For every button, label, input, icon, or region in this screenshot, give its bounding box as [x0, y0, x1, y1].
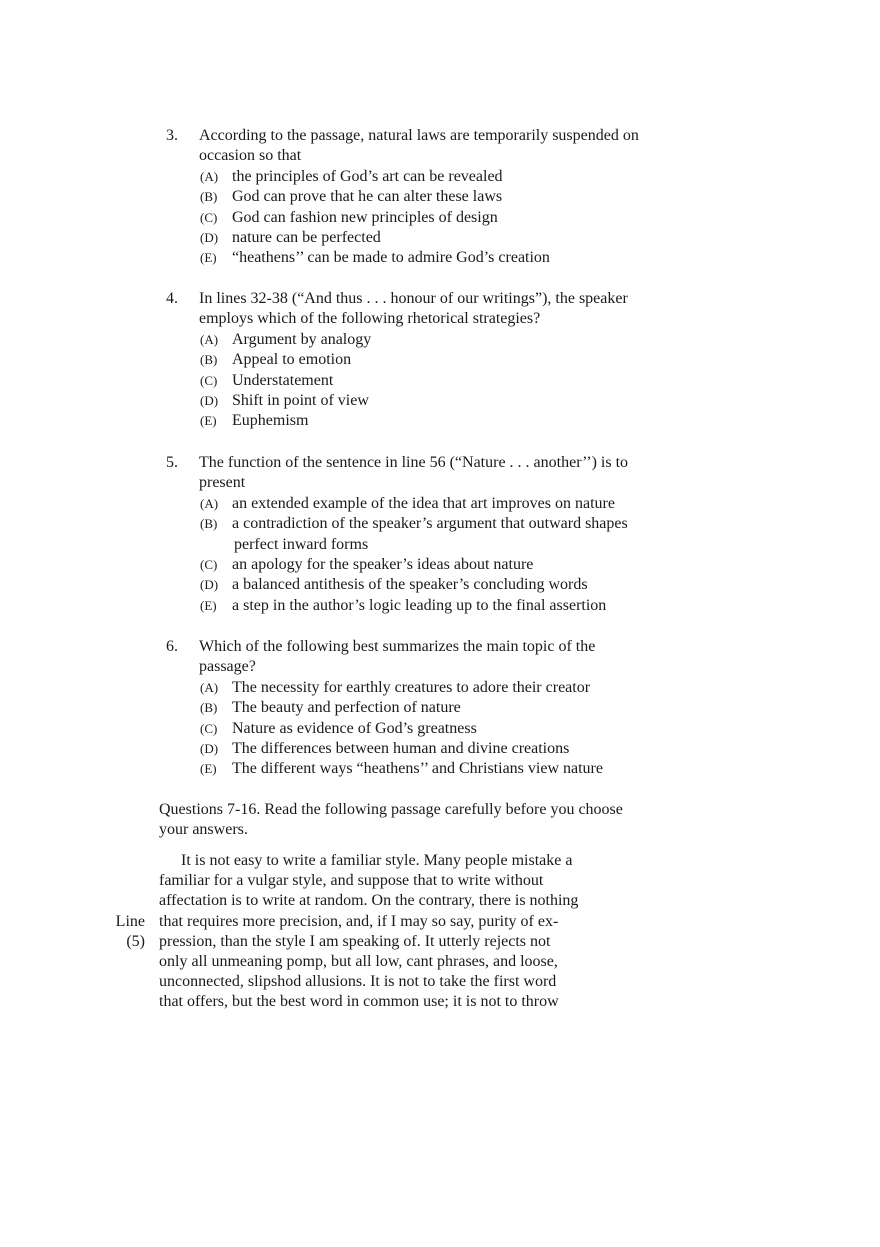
choice-text: Shift in point of view — [232, 391, 369, 409]
choice-text: “heathens’’ can be made to admire God’s creation — [232, 249, 550, 267]
choice-text: an apology for the speaker’s ideas about nature — [232, 555, 534, 573]
answer-choice-e — [166, 596, 686, 616]
passage-line-with-label — [115, 912, 659, 932]
passage-line: familiar for a vulgar style, and suppose that to write without — [159, 872, 544, 890]
reading-passage — [115, 851, 659, 1013]
choice-letter: (E) — [200, 250, 217, 266]
question-stem: In lines 32-38 (“And thus . . . honour of our writings”), the speaker — [199, 290, 628, 307]
choice-text: The necessity for earthly creatures to adore their creator — [232, 678, 591, 696]
choice-letter: (C) — [200, 720, 218, 736]
choice-text: God can fashion new principles of design — [232, 208, 498, 226]
instructions-line: Questions 7-16. Read the following passage carefully before you choose — [159, 801, 623, 818]
answer-choice-c — [166, 208, 686, 228]
passage-instructions — [159, 800, 699, 841]
passage-line-with-number — [126, 932, 659, 952]
answer-choice-b — [166, 350, 686, 370]
choice-text: The differences between human and divine creations — [232, 739, 570, 757]
question-stem-line — [166, 289, 686, 309]
question-stem-line — [166, 126, 686, 146]
question-stem: Which of the following best summarizes the main topic of the — [199, 638, 596, 655]
question-stem-line — [166, 146, 686, 166]
question-stem: employs which of the following rhetorical strategies? — [199, 310, 541, 328]
choice-text: Nature as evidence of God’s greatness — [232, 719, 477, 737]
question-6 — [166, 637, 686, 780]
passage-line: pression, than the style I am speaking of. It utterly rejects not — [159, 932, 551, 950]
line-label: Line — [115, 912, 145, 930]
question-3 — [166, 126, 686, 269]
answer-choice-e — [166, 248, 686, 268]
instructions-line: your answers. — [159, 821, 248, 839]
question-stem-line — [166, 657, 686, 677]
choice-letter: (B) — [200, 516, 218, 532]
choice-letter: (E) — [200, 761, 217, 777]
question-stem-line — [166, 309, 686, 329]
choice-letter: (A) — [200, 331, 219, 347]
answer-choice-d — [166, 391, 686, 411]
choice-letter: (C) — [200, 209, 218, 225]
question-stem-line — [166, 637, 686, 657]
choice-letter: (E) — [200, 597, 217, 613]
choice-text: perfect inward forms — [234, 535, 369, 553]
choice-letter: (E) — [200, 413, 217, 429]
choice-text: a balanced antithesis of the speaker’s concluding words — [232, 576, 588, 594]
choice-letter: (C) — [200, 556, 218, 572]
choice-text: The beauty and perfection of nature — [232, 699, 461, 717]
answer-choice-e — [166, 759, 686, 779]
question-5 — [166, 453, 686, 616]
passage-line: unconnected, slipshod allusions. It is not to take the first word — [159, 973, 557, 991]
choice-letter: (A) — [200, 168, 219, 184]
choice-text: Appeal to emotion — [232, 351, 352, 369]
answer-choice-a — [166, 678, 686, 698]
question-stem: occasion so that — [199, 147, 302, 165]
passage-line: It is not easy to write a familiar style. Many people mistake a — [181, 852, 573, 869]
question-stem: The function of the sentence in line 56 (“Nature . . . another’’) is to — [199, 454, 629, 471]
question-number: 6. — [166, 638, 178, 655]
passage-line: that requires more precision, and, if I may so say, purity of ex- — [159, 912, 559, 930]
answer-choice-c — [166, 555, 686, 575]
choice-letter: (A) — [200, 679, 219, 695]
question-number: 3. — [166, 127, 178, 144]
choice-letter: (D) — [200, 392, 219, 408]
choice-text: an extended example of the idea that art improves on nature — [232, 494, 615, 512]
choice-letter: (B) — [200, 352, 218, 368]
question-stem-line — [166, 473, 686, 493]
passage-line: only all unmeaning pomp, but all low, cant phrases, and loose, — [159, 952, 558, 970]
question-stem: According to the passage, natural laws are temporarily suspended on — [199, 127, 639, 144]
question-stem: present — [199, 474, 246, 492]
answer-choice-c — [166, 371, 686, 391]
question-4 — [166, 289, 686, 432]
choice-letter: (C) — [200, 372, 218, 388]
choice-letter: (B) — [200, 700, 218, 716]
answer-choice-e — [166, 411, 686, 431]
choice-text: The different ways “heathens’’ and Christians view nature — [232, 760, 603, 778]
passage-line: affectation is to write at random. On the contrary, there is nothing — [159, 892, 579, 910]
answer-choice-b-continued — [166, 535, 686, 555]
answer-choice-d — [166, 228, 686, 248]
question-number: 4. — [166, 290, 178, 307]
choice-text: God can prove that he can alter these laws — [232, 188, 503, 206]
answer-choice-d — [166, 575, 686, 595]
question-stem: passage? — [199, 658, 256, 676]
line-number: (5) — [126, 932, 145, 950]
answer-choice-a — [166, 330, 686, 350]
passage-line: that offers, but the best word in common use; it is not to throw — [159, 993, 559, 1011]
question-stem-line — [166, 453, 686, 473]
choice-letter: (D) — [200, 229, 219, 245]
answer-choice-d — [166, 739, 686, 759]
choice-text: Argument by analogy — [232, 330, 372, 348]
choice-text: Euphemism — [232, 412, 309, 430]
answer-choice-b — [166, 187, 686, 207]
answer-choice-b — [166, 514, 686, 534]
question-number: 5. — [166, 454, 178, 471]
answer-choice-c — [166, 719, 686, 739]
answer-choice-a — [166, 494, 686, 514]
choice-text: a contradiction of the speaker’s argument that outward shapes — [232, 515, 628, 533]
choice-text: a step in the author’s logic leading up to the final assertion — [232, 596, 607, 614]
choice-letter: (D) — [200, 577, 219, 593]
choice-text: Understatement — [232, 371, 334, 389]
choice-letter: (A) — [200, 495, 219, 511]
answer-choice-a — [166, 167, 686, 187]
answer-choice-b — [166, 698, 686, 718]
choice-text: nature can be perfected — [232, 228, 381, 246]
choice-text: the principles of God’s art can be revealed — [232, 167, 503, 185]
choice-letter: (D) — [200, 740, 219, 756]
choice-letter: (B) — [200, 189, 218, 205]
